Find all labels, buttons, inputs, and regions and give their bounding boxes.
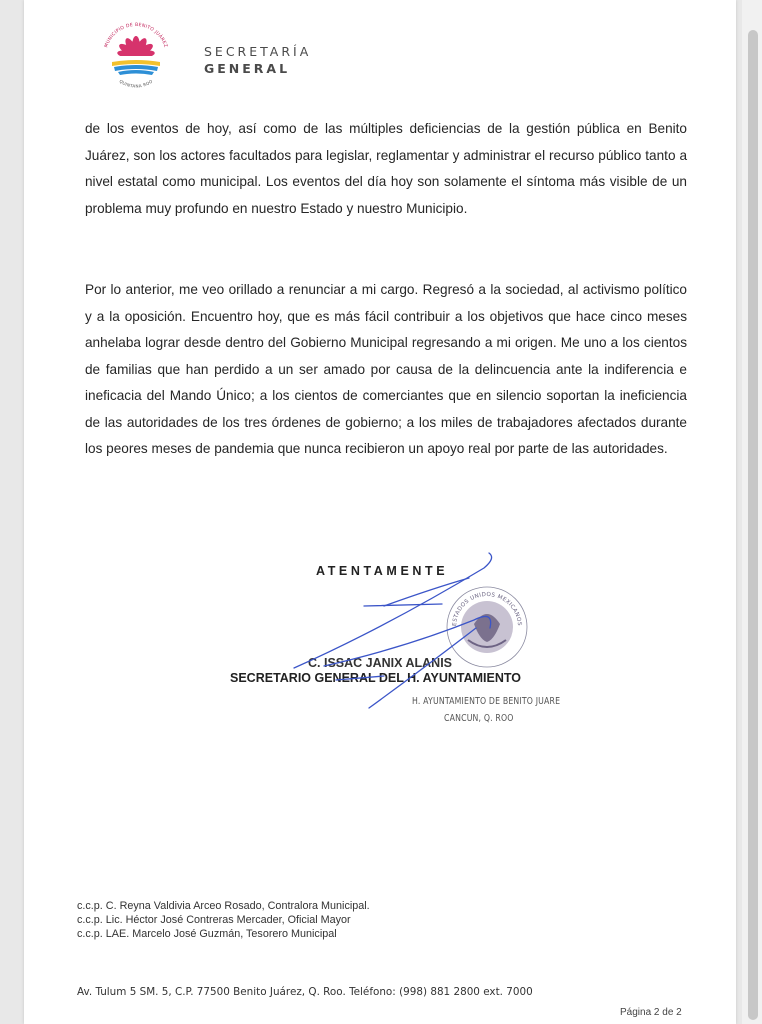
ccp-item: c.c.p. C. Reyna Valdivia Arceo Rosado, Contralora Municipal. [77,900,370,912]
signer-name: C. ISSAC JANIX ALANIS [308,656,453,670]
page-number: Página 2 de 2 [620,1007,682,1018]
stamp-line-1: H. AYUNTAMIENTO DE BENITO JUARE [412,696,561,707]
signer-title: SECRETARIO GENERAL DEL H. AYUNTAMIENTO [230,671,522,685]
ccp-list [77,899,370,942]
logo-bottom-text: QUINTANA ROO [118,78,154,89]
closing-text: ATENTAMENTE [316,564,449,578]
stamp-line-2: CANCUN, Q. ROO [444,713,514,724]
brand-line-1: SECRETARÍA [204,44,312,59]
brand-line-2: GENERAL [204,61,291,76]
ccp-item: c.c.p. LAE. Marcelo José Guzmán, Tesorero Municipal [77,928,337,941]
svg-text:QUINTANA ROO [118,78,154,88]
body-paragraph-1: de los eventos de hoy, así como de las múltiples deficiencias de la gestión pública en Benito Juárez, son los actores facultados para legislar, reglamentar y administrar el recurso público tanto a nivel estatal como municipal. Los eventos del día hoy son solamente el síntoma más visible de un problema muy profundo en nuestro Estado y nuestro Municipio. [85,121,687,216]
document-page [24,0,736,1024]
ccp-item: c.c.p. Lic. Héctor José Contreras Mercader, Oficial Mayor [77,914,351,927]
scrollbar-track[interactable] [742,0,762,1024]
logo-ring-text: MUNICIPIO DE BENITO JUÁREZ [104,22,168,49]
brand-block [204,44,311,76]
body-paragraph-2: Por lo anterior, me veo orillado a renunciar a mi cargo. Regresó a la sociedad, al activismo político y a la oposición. Encuentro hoy, que es más fácil contribuir a los objetivos que hace cinco meses anhelaba lograr desde dentro del Gobierno Municipal regresando a mi origen. Me uno a los cientos de familias que han perdido a un ser amado por causa de la delincuencia ante la indiferencia e ineficacia del Mando Único; a los cientos de comerciantes que en silencio soportan la ineficiencia de las autoridades de los tres órdenes de gobierno; a los miles de trabajadores afectados durante los peores meses de pandemia que nunca recibieron un apoyo real por parte de las autoridades. [85,282,687,456]
footer-address: Av. Tulum 5 SM. 5, C.P. 77500 Benito Juárez, Q. Roo. Teléfono: (998) 881 2800 ext. 7000 [77,986,533,998]
official-seal-icon [444,584,530,670]
seal-text: ESTADOS UNIDOS MEXICANOS [451,591,523,627]
scrollbar-thumb[interactable] [748,30,758,1020]
municipio-logo-icon [98,16,174,96]
